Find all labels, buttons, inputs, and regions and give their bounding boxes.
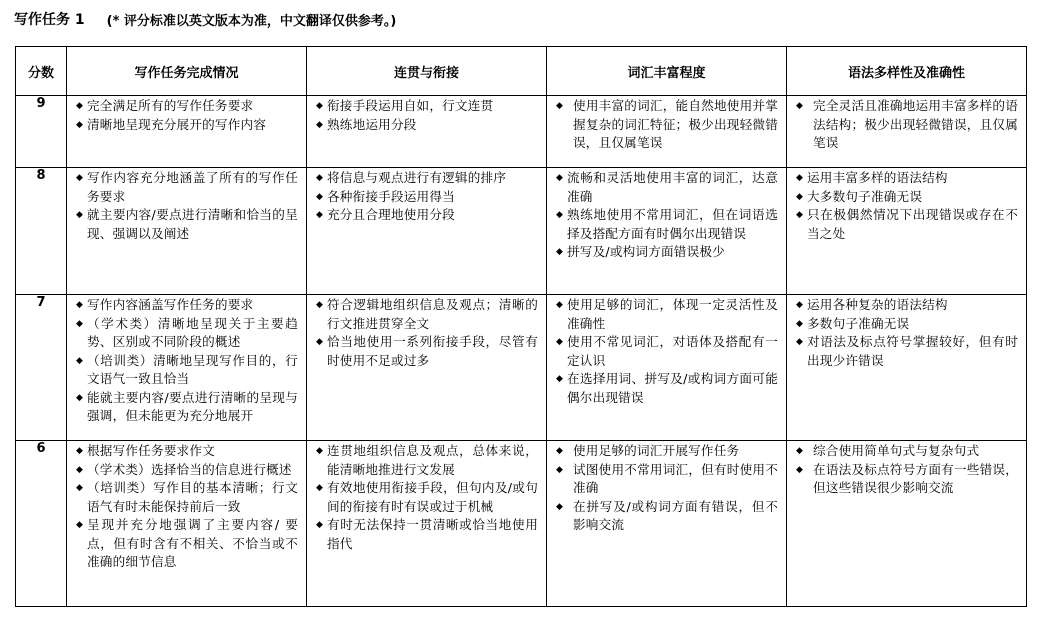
criterion-item: ◆ 能就主要内容/要点进行清晰的呈现与强调，但未能更为充分地展开	[76, 389, 298, 423]
criterion-item: ◆ 使用足够的词汇开展写作任务	[556, 442, 778, 461]
diamond-bullet-icon: ◆	[796, 300, 803, 310]
diamond-bullet-icon: ◆	[316, 446, 323, 456]
criterion-item: ◆ 综合使用简单句式与复杂句式	[796, 442, 1018, 461]
task-achievement-cell	[67, 96, 307, 168]
coherence-cohesion-cell	[307, 168, 547, 295]
diamond-bullet-icon: ◆	[76, 300, 83, 310]
band-score: 6	[16, 441, 67, 607]
criterion-item: ◆ 流畅和灵活地使用丰富的词汇，达意准确	[556, 170, 778, 204]
criterion-item: ◆ 充分且合理地使用分段	[316, 206, 538, 225]
grammatical-range-cell	[787, 96, 1027, 168]
criterion-item: ◆ 运用丰富多样的语法结构	[796, 169, 1018, 188]
criterion-item: ◆ 多数句子准确无误	[796, 315, 1018, 334]
diamond-bullet-icon: ◆	[76, 464, 83, 475]
diamond-bullet-icon: ◆	[796, 464, 803, 475]
band-8-row	[16, 168, 1027, 295]
criterion-item: ◆ （培训类）写作目的基本清晰；行文语气有时未能保持前后一致	[76, 480, 298, 514]
coherence-cohesion-cell	[307, 96, 547, 168]
criterion-item: ◆ （学术类）选择恰当的信息进行概述	[76, 461, 298, 480]
diamond-bullet-icon: ◆	[316, 300, 323, 310]
criterion-item: ◆ 连贯地组织信息及观点，总体来说，能清晰地推进行文发展	[316, 443, 538, 477]
band-9-row	[16, 96, 1027, 168]
coherence-cohesion-cell	[307, 295, 547, 441]
band-score: 8	[16, 168, 67, 295]
diamond-bullet-icon: ◆	[76, 101, 83, 111]
header-coherence-cohesion: 连贯与衔接	[307, 47, 547, 96]
criterion-item: ◆ 写作内容充分地涵盖了所有的写作任务要求	[76, 170, 298, 204]
diamond-bullet-icon: ◆	[796, 101, 803, 111]
diamond-bullet-icon: ◆	[796, 191, 803, 202]
diamond-bullet-icon: ◆	[316, 520, 323, 530]
criterion-item: ◆ 有时无法保持一贯清晰或恰当地使用指代	[316, 517, 538, 551]
band-7-row	[16, 295, 1027, 441]
diamond-bullet-icon: ◆	[76, 119, 83, 130]
header-score: 分数	[16, 47, 67, 96]
diamond-bullet-icon: ◆	[76, 483, 83, 493]
diamond-bullet-icon: ◆	[316, 483, 323, 493]
diamond-bullet-icon: ◆	[76, 355, 83, 366]
criterion-item: ◆ 恰当地使用一系列衔接手段，尽管有时使用不足或过多	[316, 334, 538, 368]
diamond-bullet-icon: ◆	[316, 173, 323, 183]
criterion-item: ◆ 在语法及标点符号方面有一些错误，但这些错误很少影响交流	[796, 461, 1018, 495]
criterion-item: ◆ 拼写及/或构词方面错误极少	[556, 243, 778, 262]
criterion-item: ◆ 对语法及标点符号掌握较好，但有时出现少许错误	[796, 334, 1018, 368]
criterion-item: ◆ 根据写作任务要求作文	[76, 442, 298, 461]
diamond-bullet-icon: ◆	[76, 173, 83, 183]
criterion-item: ◆ 将信息与观点进行有逻辑的排序	[316, 169, 538, 188]
criterion-item: ◆ 清晰地呈现充分展开的写作内容	[76, 116, 298, 135]
header-task-achievement: 写作任务完成情况	[67, 47, 307, 96]
diamond-bullet-icon: ◆	[556, 464, 563, 475]
diamond-bullet-icon: ◆	[556, 374, 563, 384]
criterion-item: ◆ 试图使用不常用词汇，但有时使用不准确	[556, 461, 778, 495]
task-achievement-cell	[67, 168, 307, 295]
criterion-item: ◆ 就主要内容/要点进行清晰和恰当的呈现、强调以及阐述	[76, 207, 298, 241]
criterion-item: ◆ 使用足够的词汇，体现一定灵活性及准确性	[556, 297, 778, 331]
task-title: 写作任务 1	[14, 12, 85, 28]
coherence-cohesion-cell	[307, 441, 547, 607]
lexical-resource-cell	[547, 441, 787, 607]
band-6-row	[16, 441, 1027, 607]
diamond-bullet-icon: ◆	[556, 300, 563, 310]
criterion-item: ◆ 熟练地运用分段	[316, 116, 538, 135]
task-achievement-cell	[67, 441, 307, 607]
lexical-resource-cell	[547, 96, 787, 168]
criterion-item: ◆ 使用不常见词汇，对语体及搭配有一定认识	[556, 334, 778, 368]
task-achievement-cell	[67, 295, 307, 441]
grammatical-range-cell	[787, 168, 1027, 295]
diamond-bullet-icon: ◆	[556, 247, 563, 257]
diamond-bullet-icon: ◆	[556, 337, 563, 347]
header-grammatical-range: 语法多样性及准确性	[787, 47, 1027, 96]
criterion-item: ◆ 符合逻辑地组织信息及观点；清晰的行文推进贯穿全文	[316, 297, 538, 331]
criterion-item: ◆ 在拼写及/或构词方面有错误，但不影响交流	[556, 498, 778, 532]
criterion-item: ◆ （学术类）清晰地呈现关于主要趋势、区别或不同阶段的概述	[76, 315, 298, 349]
band-score: 9	[16, 96, 67, 168]
diamond-bullet-icon: ◆	[556, 210, 563, 220]
lexical-resource-cell	[547, 295, 787, 441]
diamond-bullet-icon: ◆	[556, 101, 563, 111]
criterion-item: ◆ 完全满足所有的写作任务要求	[76, 97, 298, 116]
criterion-item: ◆ 大多数句子准确无误	[796, 188, 1018, 207]
page-title-line	[14, 8, 396, 30]
diamond-bullet-icon: ◆	[796, 318, 803, 329]
diamond-bullet-icon: ◆	[556, 446, 563, 456]
grammatical-range-cell	[787, 295, 1027, 441]
criterion-item: ◆ 完全灵活且准确地运用丰富多样的语法结构；极少出现轻微错误，且仅属笔误	[796, 98, 1018, 150]
diamond-bullet-icon: ◆	[316, 210, 323, 220]
criterion-item: ◆ 在选择用词、拼写及/或构词方面可能偶尔出现错误	[556, 371, 778, 405]
criterion-item: ◆ 各种衔接手段运用得当	[316, 188, 538, 207]
header-lexical-resource: 词汇丰富程度	[547, 47, 787, 96]
header-row	[16, 47, 1027, 96]
criterion-item: ◆ 熟练地使用不常用词汇，但在词语选择及搭配方面有时偶尔出现错误	[556, 207, 778, 241]
scoring-rubric-table	[15, 46, 1027, 607]
criterion-item: ◆ 有效地使用衔接手段，但句内及/或句间的衔接有时有误或过于机械	[316, 480, 538, 514]
criterion-item: ◆ 衔接手段运用自如，行文连贯	[316, 97, 538, 116]
diamond-bullet-icon: ◆	[796, 337, 803, 347]
criterion-item: ◆ 写作内容涵盖写作任务的要求	[76, 296, 298, 315]
grammatical-range-cell	[787, 441, 1027, 607]
criterion-item: ◆ （培训类）清晰地呈现写作目的，行文语气一致且恰当	[76, 352, 298, 386]
diamond-bullet-icon: ◆	[76, 210, 83, 220]
diamond-bullet-icon: ◆	[76, 446, 83, 456]
diamond-bullet-icon: ◆	[556, 501, 563, 512]
diamond-bullet-icon: ◆	[76, 520, 83, 530]
diamond-bullet-icon: ◆	[796, 210, 803, 220]
translation-note: (* 评分标准以英文版本为准，中文翻译仅供参考。)	[106, 13, 397, 29]
diamond-bullet-icon: ◆	[796, 446, 803, 456]
diamond-bullet-icon: ◆	[556, 173, 563, 183]
diamond-bullet-icon: ◆	[316, 101, 323, 111]
criterion-item: ◆ 运用各种复杂的语法结构	[796, 296, 1018, 315]
diamond-bullet-icon: ◆	[796, 173, 803, 183]
criterion-item: ◆ 使用丰富的词汇，能自然地使用并掌握复杂的词汇特征；极少出现轻微错误，且仅属笔误	[556, 98, 778, 150]
diamond-bullet-icon: ◆	[316, 119, 323, 130]
diamond-bullet-icon: ◆	[76, 318, 83, 329]
diamond-bullet-icon: ◆	[76, 392, 83, 403]
diamond-bullet-icon: ◆	[316, 191, 323, 202]
band-score: 7	[16, 295, 67, 441]
lexical-resource-cell	[547, 168, 787, 295]
criterion-item: ◆ 呈现并充分地强调了主要内容/ 要点，但有时含有不相关、不恰当或不准确的细节信息	[76, 517, 298, 569]
diamond-bullet-icon: ◆	[316, 337, 323, 347]
criterion-item: ◆ 只在极偶然情况下出现错误或存在不当之处	[796, 207, 1018, 241]
